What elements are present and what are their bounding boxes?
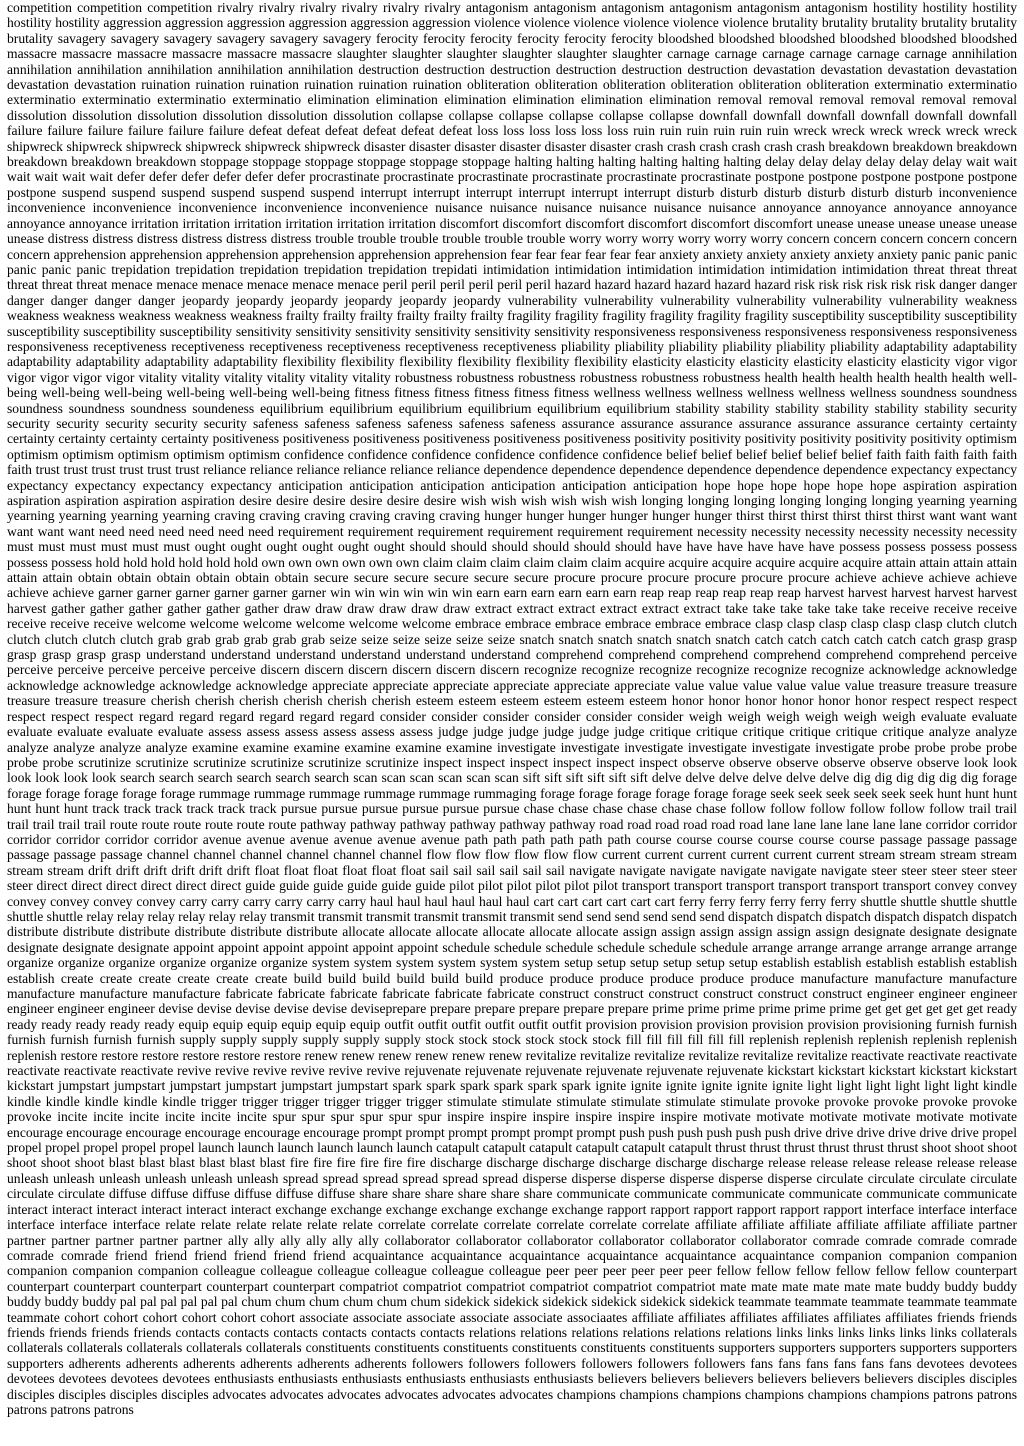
document-body-text: competition competition competition rivalry rivalry rivalry rivalry rivalry rivalry antagonism antagonism antagonism antagonism antagonism antagonism hostility hostility hostility hostility hostility aggression aggression aggression aggression aggression aggression violence violence violence violence violence violence brutality brutality brutality brutality brutality brutality savagery savagery savagery savagery savagery savagery ferocity ferocity ferocity ferocity ferocity ferocity bloodshed bloodshed bloodshed bloodshed bloodshed bloodshed massacre massacre massacre massacre massacre massacre slaughter slaughter slaughter slaughter slaughter slaughter carnage carnage carnage carnage carnage carnage annihilation annihilation annihilation annihilation annihilation annihilation destruction destruction destruction destruction destruction destruction devastation devastation devastation devastation devastation devastation ruination ruination ruination ruination ruination ruination obliteration obliteration obliteration obliteration obliteration obliteration exterminatio exterminatio exterminatio exterminatio exterminatio exterminatio elimination elimination elimination elimination elimination elimination removal removal removal removal removal removal dissolution dissolution dissolution dissolution dissolution dissolution collapse collapse collapse collapse collapse collapse downfall downfall downfall downfall downfall downfall failure failure failure failure failure failure defeat defeat defeat defeat defeat defeat loss loss loss loss loss loss ruin ruin ruin ruin ruin ruin wreck wreck wreck wreck wreck wreck shipwreck shipwreck shipwreck shipwreck shipwreck shipwreck disaster disaster disaster disaster disaster disaster crash crash crash crash crash crash breakdown breakdown breakdown breakdown breakdown breakdown stoppage stoppage stoppage stoppage stoppage stoppage halting halting halting halting halting halting delay delay delay delay delay delay wait wait wait wait wait wait defer defer defer defer defer defer procrastinate procrastinate procrastinate procrastinate procrastinate procrastinate postpone postpone postpone postpone postpone postpone suspend suspend suspend suspend suspend suspend interrupt interrupt interrupt interrupt interrupt interrupt disturb disturb disturb disturb disturb disturb inconvenience inconvenience inconvenience inconvenience inconvenience inconvenience nuisance nuisance nuisance nuisance nuisance nuisance annoyance annoyance annoyance annoyance annoyance annoyance irritation irritation irritation irritation irritation irritation discomfort discomfort discomfort discomfort discomfort discomfort unease unease unease unease unease unease distress distress distress distress distress distress trouble trouble trouble trouble trouble trouble worry worry worry worry worry worry concern concern concern concern concern concern apprehension apprehension apprehension apprehension apprehension apprehension fear fear fear fear fear fear anxiety anxiety anxiety anxiety anxiety anxiety panic panic panic panic panic panic trepidation trepidation trepidation trepidation trepidation trepidati intimidation intimidation intimidation intimidation intimidation intimidation threat threat threat threat threat threat menace menace menace menace menace menace peril peril peril peril peril peril hazard hazard hazard hazard hazard hazard risk risk risk risk risk risk danger danger danger danger danger danger jeopardy jeopardy jeopardy jeopardy jeopardy jeopardy vulnerability vulnerability vulnerability vulnerability vulnerability vulnerability weakness weakness weakness weakness weakness weakness frailty frailty frailty frailty frailty frailty fragility fragility fragility fragility fragility fragility susceptibility susceptibility susceptibility susceptibility susceptibility susceptibility sensitivity sensitivity sensitivity sensitivity sensitivity sensitivity responsiveness responsiveness responsiveness responsiveness responsiveness responsiveness receptiveness receptiveness receptiveness receptiveness receptiveness receptiveness pliability pliability pliability pliability pliability pliability adaptability adaptability adaptability adaptability adaptability adaptability flexibility flexibility flexibility flexibility flexibility flexibility elasticity elasticity elasticity elasticity elasticity elasticity vigor vigor vigor vigor vigor vigor vitality vitality vitality vitality vitality vitality robustness robustness robustness robustness robustness robustness health health health health health health well-being well-being well-being well-being well-being well-being fitness fitness fitness fitness fitness fitness wellness wellness wellness wellness wellness wellness soundness soundness soundness soundness soundness soundeness equilibrium equilibrium equilibrium equilibrium equilibrium equilibrium stability stability stability stability stability stability security security security security security security safeness safeness safeness safeness safeness safeness assurance assurance assurance assurance assurance assurance certainty certainty certainty certainty certainty certainty positiveness positiveness positiveness positiveness positiveness positiveness positivity positivity positivity positivity positivity positivity optimism optimism optimism optimism optimism optimism confidence confidence confidence confidence confidence confidence belief belief belief belief belief belief faith faith faith faith faith faith trust trust trust trust trust trust reliance reliance reliance reliance reliance reliance dependence dependence dependence dependence dependence dependence expectancy expectancy expectancy expectancy expectancy expectancy anticipation anticipation anticipation anticipation anticipation anticipation hope hope hope hope hope hope aspiration aspiration aspiration aspiration aspiration aspiration desire desire desire desire desire desire wish wish wish wish wish wish longing longing longing longing longing longing yearning yearning yearning yearning yearning yearning craving craving craving craving craving craving hunger hunger hunger hunger hunger hunger thirst thirst thirst thirst thirst thirst want want want want want want need need need need need need requirement requirement requirement requirement requirement requirement necessity necessity necessity necessity necessity necessity must must must must must must ought ought ought ought ought ought should should should should should should have have have have have have possess possess possess possess possess possess hold hold hold hold hold hold own own own own own own claim claim claim claim claim claim acquire acquire acquire acquire acquire acquire attain attain attain attain attain attain obtain obtain obtain obtain obtain obtain secure secure secure secure secure secure procure procure procure procure procure procure achieve achieve achieve achieve achieve achieve garner garner garner garner garner garner win win win win win win earn earn earn earn earn earn reap reap reap reap reap reap harvest harvest harvest harvest harvest harvest gather gather gather gather gather gather draw draw draw draw draw draw extract extract extract extract extract extract take take take take take take receive receive receive receive receive receive welcome welcome welcome welcome welcome welcome embrace embrace embrace embrace embrace embrace clasp clasp clasp clasp clasp clasp clutch clutch clutch clutch clutch clutch grab grab grab grab grab grab seize seize seize seize seize seize snatch snatch snatch snatch snatch snatch catch catch catch catch catch catch grasp grasp grasp grasp grasp grasp understand understand understand understand understand understand comprehend comprehend comprehend comprehend comprehend comprehend perceive perceive perceive perceive perceive perceive discern discern discern discern discern discern recognize recognize recognize recognize recognize recognize acknowledge acknowledge acknowledge acknowledge acknowledge acknowledge appreciate appreciate appreciate appreciate appreciate appreciate value value value value value value treasure treasure treasure treasure treasure treasure cherish cherish cherish cherish cherish cherish esteem esteem esteem esteem esteem esteem honor honor honor honor honor honor respect respect respect respect respect respect regard regard regard regard regard regard consider consider consider consider consider consider weigh weigh weigh weigh weigh weigh evaluate evaluate evaluate evaluate evaluate evaluate assess assess assess assess assess assess judge judge judge judge judge judge critique critique critique critique critique critique analyze analyze analyze analyze analyze analyze examine examine examine examine examine examine investigate investigate investigate investigate investigate investigate probe probe probe probe probe probe scrutinize scrutinize scrutinize scrutinize scrutinize scrutinize inspect inspect inspect inspect inspect inspect observe observe observe observe observe observe look look look look look look search search search search search search scan scan scan scan scan scan sift sift sift sift sift sift delve delve delve delve delve delve dig dig dig dig dig dig forage forage forage forage forage forage rummage rummage rummage rummage rummage rummaging forage forage forage forage forage forage seek seek seek seek seek seek hunt hunt hunt hunt hunt hunt track track track track track track pursue pursue pursue pursue pursue pursue chase chase chase chase chase chase follow follow follow follow follow follow trail trail trail trail trail trail route route route route route route pathway pathway pathway pathway pathway pathway road road road road road road lane lane lane lane lane lane corridor corridor corridor corridor corridor corridor avenue avenue avenue avenue avenue avenue path path path path path path course course course course course course passage passage passage passage passage passage channel channel channel channel channel channel flow flow flow flow flow flow current current current current current current stream stream stream stream stream stream drift drift drift drift drift drift float float float float float float sail sail sail sail sail sail navigate navigate navigate navigate navigate navigate steer steer steer steer steer steer direct direct direct direct direct direct guide guide guide guide guide guide pilot pilot pilot pilot pilot pilot transport transport transport transport transport transport convey convey convey convey convey convey carry carry carry carry carry carry haul haul haul haul haul haul cart cart cart cart cart cart ferry ferry ferry ferry ferry ferry shuttle shuttle shuttle shuttle shuttle shuttle relay relay relay relay relay relay transmit transmit transmit transmit transmit transmit send send send send send send dispatch dispatch dispatch dispatch dispatch dispatch distribute distribute distribute distribute distribute distribute allocate allocate allocate allocate allocate allocate assign assign assign assign assign assign designate designate designate designate designate designate appoint appoint appoint appoint appoint appoint schedule schedule schedule schedule schedule schedule arrange arrange arrange arrange arrange arrange organize organize organize organize organize organize system system system system system system setup setup setup setup setup setup establish establish establish establish establish establish create create create create create create build build build build build build produce produce produce produce produce produce manufacture manufacture manufacture manufacture manufacture manufacture fabricate fabricate fabricate fabricate fabricate fabricate construct construct construct construct construct construct engineer engineer engineer engineer engineer engineer devise devise devise devise devise deviseprepare prepare prepare prepare prepare prepare prime prime prime prime prime prime get get get get get get ready ready ready ready ready ready equip equip equip equip equip equip outfit outfit outfit outfit outfit outfit provision provision provision provision provision provisioning furnish furnish furnish furnish furnish furnish supply supply supply supply supply supply stock stock stock stock stock stock fill fill fill fill fill fill replenish replenish replenish replenish replenish replenish restore restore restore restore restore restore renew renew renew renew renew renew revitalize revitalize revitalize revitalize revitalize revitalize reactivate reactivate reactivate reactivate reactivate reactivate revive revive revive revive revive revive rejuvenate rejuvenate rejuvenate rejuvenate rejuvenate rejuvenate kickstart kickstart kickstart kickstart kickstart kickstart jumpstart jumpstart jumpstart jumpstart jumpstart jumpstart spark spark spark spark spark spark ignite ignite ignite ignite ignite ignite light light light light light light kindle kindle kindle kindle kindle kindle trigger trigger trigger trigger trigger trigger stimulate stimulate stimulate stimulate stimulate stimulate provoke provoke provoke provoke provoke provoke incite incite incite incite incite incite spur spur spur spur spur spur inspire inspire inspire inspire inspire inspire motivate motivate motivate motivate motivate motivate encourage encourage encourage encourage encourage encourage prompt prompt prompt prompt prompt prompt push push push push push push drive drive drive drive drive drive propel propel propel propel propel propel launch launch launch launch launch launch catapult catapult catapult catapult catapult catapult thrust thrust thrust thrust thrust thrust shoot shoot shoot shoot shoot shoot blast blast blast blast blast blast fire fire fire fire fire fire discharge discharge discharge discharge discharge discharge release release release release release release unleash unleash unleash unleash unleash unleash spread spread spread spread spread spread disperse disperse disperse disperse disperse disperse circulate circulate circulate circulate circulate circulate diffuse diffuse diffuse diffuse diffuse diffuse share share share share share share communicate communicate communicate communicate communicate communicate interact interact interact interact interact interact exchange exchange exchange exchange exchange exchange rapport rapport rapport rapport rapport rapport interface interface interface interface interface interface relate relate relate relate relate relate correlate correlate correlate correlate correlate correlate affiliate affiliate affiliate affiliate affiliate affiliate partner partner partner partner partner partner ally ally ally ally ally ally collaborator collaborator collaborator collaborator collaborator collaborator comrade comrade comrade comrade comrade comrade friend friend friend friend friend friend acquaintance acquaintance acquaintance acquaintance acquaintance acquaintance companion companion companion companion companion companion colleague colleague colleague colleague colleague colleague peer peer peer peer peer peer fellow fellow fellow fellow fellow fellow counterpart counterpart counterpart counterpart counterpart counterpart compatriot compatriot compatriot compatriot compatriot compatriot mate mate mate mate mate mate buddy buddy buddy buddy buddy buddy pal pal pal pal pal pal chum chum chum chum chum chum sidekick sidekick sidekick sidekick sidekick sidekick teammate teammate teammate teammate teammate teammate cohort cohort cohort cohort cohort cohort associate associate associate associate associate associaates affiliate affiliates affiliates affiliates affiliates affiliates friends friends friends friends friends friends contacts contacts contacts contacts contacts contacts relations relations relations relations relations relations links links links links links links collaterals collaterals collaterals collaterals collaterals collaterals constituents constituents constituents constituents constituents constituents supporters supporters supporters supporters supporters supporters adherents adherents adherents adherents adherents adherents followers followers followers followers followers followers fans fans fans fans fans fans devotees devotees devotees devotees devotees devotees enthusiasts enthusiasts enthusiasts enthusiasts enthusiasts enthusiasts believers believers believers believers believers believers disciples disciples disciples disciples disciples disciples advocates advocates advocates advocates advocates advocates champions champions champions champions champions champions patrons patrons patrons patrons patrons <box>7 0 1017 1417</box>
